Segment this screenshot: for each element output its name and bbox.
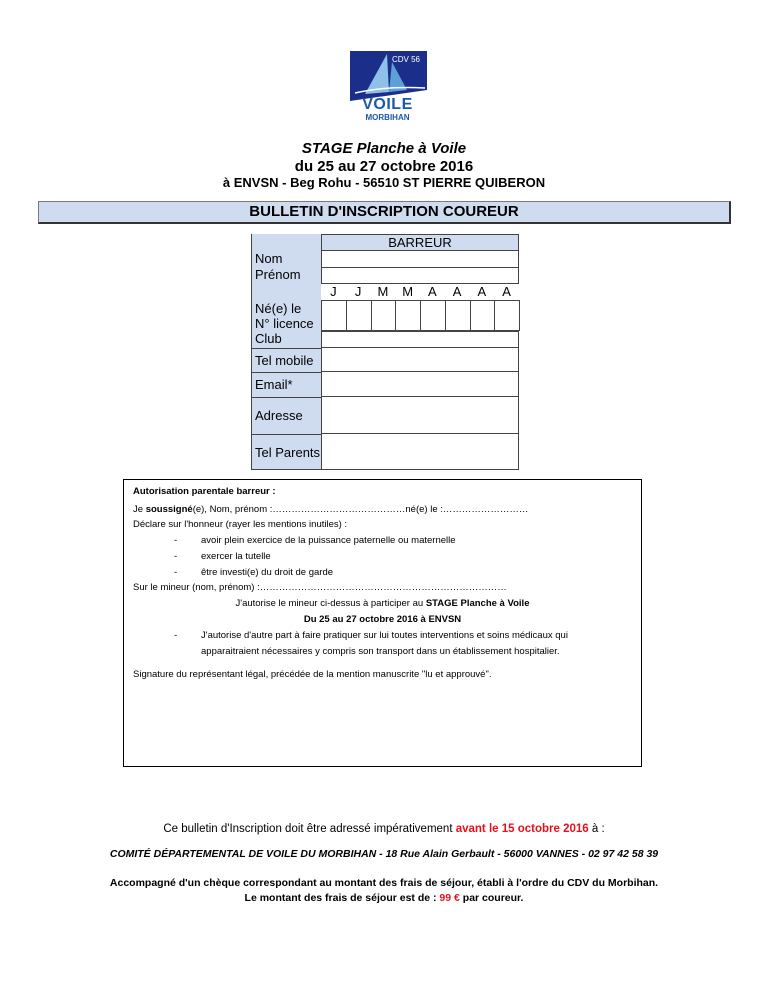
auth-line1-rest: (e), Nom, prénom :……………………………………né(e) le :………………………	[192, 504, 529, 515]
birthdate-digit-box[interactable]	[445, 300, 471, 331]
stage-dates: du 25 au 27 octobre 2016	[294, 158, 474, 175]
bulletin-title: BULLETIN D'INSCRIPTION COUREUR	[38, 201, 731, 224]
prenom-field[interactable]	[321, 268, 519, 284]
price-suffix: par coureur.	[459, 892, 524, 904]
logo-voile-text: VOILE	[362, 96, 413, 113]
deadline-date: avant le 15 octobre 2016	[455, 823, 589, 835]
auth-signature-line: Signature du représentant légal, précédée de la mention manuscrite "lu et approuvé".	[133, 669, 492, 680]
price-amount: 99 €	[439, 892, 460, 904]
auth-soussigne-line	[133, 504, 528, 515]
auth-line1-prefix: Je	[133, 504, 146, 515]
cdv-address: COMITÉ DÉPARTEMENTAL DE VOILE DU MORBIHAN - 18 Rue Alain Gerbault - 56000 VANNES - 02 97 42 58 39	[109, 848, 659, 860]
auth-dash-2: -	[174, 551, 178, 562]
cdv56-logo	[345, 46, 430, 124]
auth-medical-1: J'autorise d'autre part à faire pratiquer sur lui toutes interventions et soins médicaux qui	[201, 630, 568, 641]
tel-mobile-field[interactable]	[321, 348, 519, 372]
auth-dash-3: -	[174, 567, 178, 578]
birthdate-digit-box[interactable]	[346, 300, 372, 331]
auth-option-3: être investi(e) du droit de garde	[201, 567, 334, 578]
tel-parents-label: Tel Parents	[251, 434, 322, 470]
birthdate-digit-box[interactable]	[420, 300, 446, 331]
deadline-line	[0, 823, 768, 835]
nom-label: Nom	[255, 251, 283, 266]
auth-option-2: exercer la tutelle	[201, 551, 271, 562]
date-letter: A	[502, 284, 511, 299]
deadline-prefix: Ce bulletin d'Inscription doit être adressé impérativement	[163, 823, 456, 835]
auth-declare: Déclare sur l'honneur (rayer les mentions inutiles) :	[133, 519, 348, 530]
auth-authorize-prefix: J'autorise le mineur ci-dessus à participer au	[235, 598, 426, 609]
tel-mobile-label: Tel mobile	[251, 348, 321, 371]
date-letters-row	[321, 284, 519, 300]
stage-location: à ENVSN - Beg Rohu - 56510 ST PIERRE QUIBERON	[222, 175, 546, 190]
auth-authorize-line	[124, 598, 641, 609]
birthdate-digit-box[interactable]	[321, 300, 347, 331]
date-letter: A	[428, 284, 437, 299]
logo-morbihan-text: MORBIHAN	[365, 113, 410, 122]
birthdate-digit-box[interactable]	[470, 300, 496, 331]
price-prefix: Le montant des frais de séjour est de :	[244, 892, 440, 904]
date-letter: A	[452, 284, 462, 299]
licence-label: N° licence	[255, 316, 314, 331]
birthdate-digit-box[interactable]	[371, 300, 397, 331]
birthdate-digit-box[interactable]	[494, 300, 520, 331]
auth-dash-4: -	[174, 630, 178, 641]
date-letter: M	[377, 284, 389, 299]
ne-le-label: Né(e) le	[255, 301, 302, 316]
parental-authorization-box	[123, 479, 642, 767]
auth-minor-line: Sur le mineur (nom, prénom) :……………………………………………………………………	[133, 582, 507, 593]
date-letter: J	[330, 284, 337, 299]
prenom-label: Prénom	[255, 267, 301, 282]
auth-title: Autorisation parentale barreur :	[133, 486, 276, 497]
email-label: Email*	[251, 372, 321, 396]
auth-medical-2: apparaitraient nécessaires y compris son transport dans un établissement hospitalier.	[201, 646, 560, 657]
auth-line1-bold: soussigné	[145, 504, 193, 515]
auth-dash-1: -	[174, 535, 178, 546]
club-label: Club	[255, 331, 282, 346]
date-letter: J	[354, 284, 362, 299]
stage-title: STAGE Planche à Voile	[301, 140, 467, 157]
birthdate-inputs	[321, 300, 519, 331]
club-field[interactable]	[321, 331, 519, 348]
birthdate-digit-box[interactable]	[395, 300, 421, 331]
price-line	[0, 892, 768, 904]
registration-grid	[251, 234, 519, 470]
deadline-suffix: à :	[588, 823, 605, 835]
auth-authorize-bold: STAGE Planche à Voile	[425, 598, 530, 609]
cheque-line: Accompagné d'un chèque correspondant au montant des frais de séjour, établi à l'ordre du CDV du Morbihan.	[109, 877, 659, 889]
nom-field[interactable]	[321, 251, 519, 268]
auth-option-1: avoir plein exercice de la puissance paternelle ou maternelle	[201, 535, 456, 546]
date-letter: M	[402, 284, 414, 299]
date-letter: A	[477, 284, 487, 299]
auth-dates-line: Du 25 au 27 octobre 2016 à ENVSN	[303, 614, 462, 625]
adresse-label: Adresse	[251, 397, 321, 433]
tel-parents-field[interactable]	[321, 434, 519, 470]
email-field[interactable]	[321, 372, 519, 397]
logo-cdv-text: CDV 56	[391, 55, 420, 64]
adresse-field[interactable]	[321, 397, 519, 434]
barreur-header: BARREUR	[321, 234, 519, 251]
